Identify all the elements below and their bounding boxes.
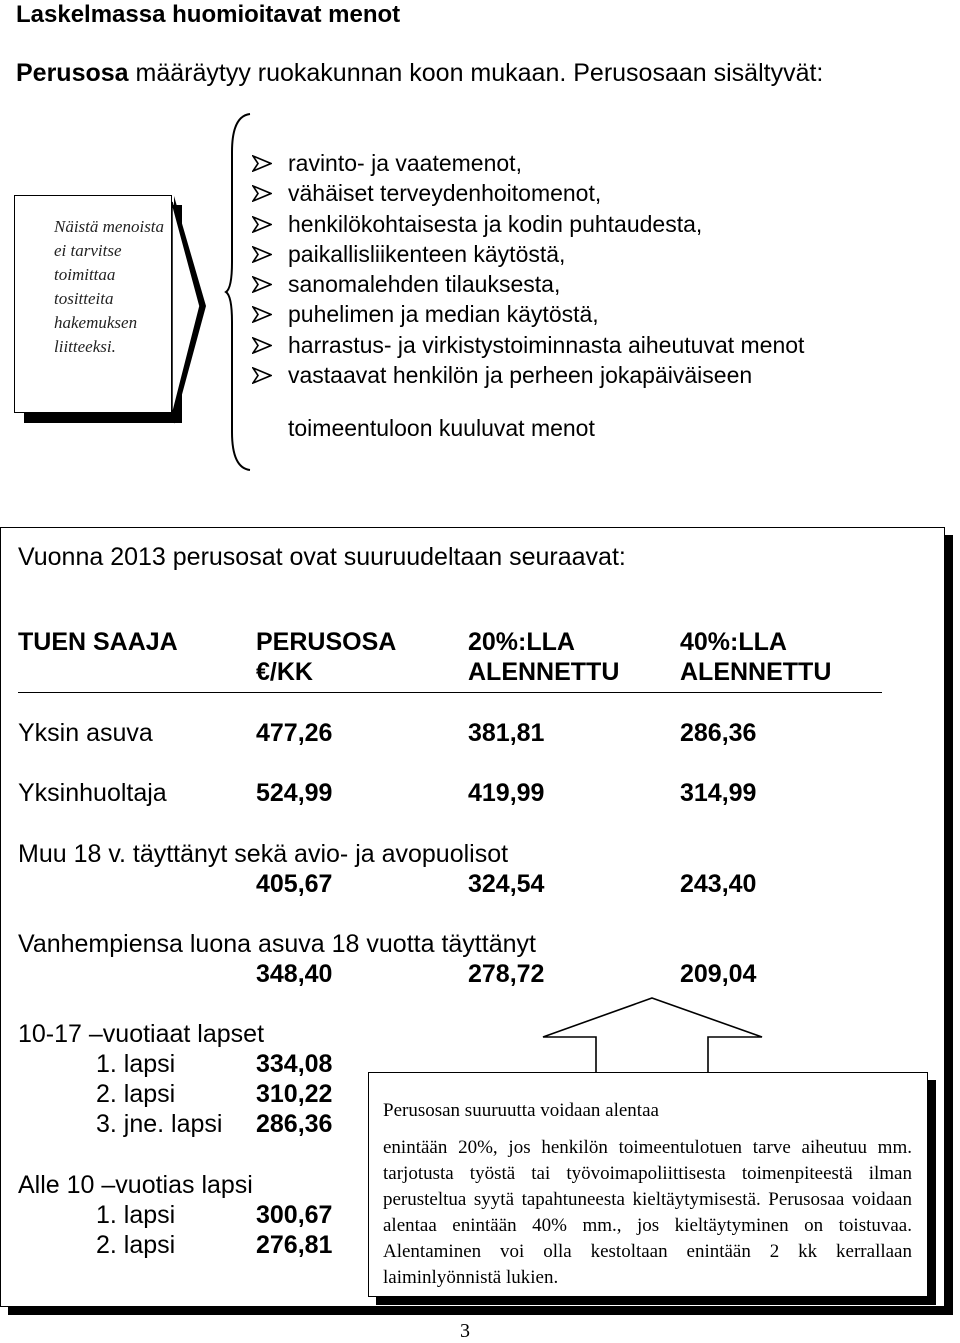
- child-value: 286,36: [256, 1110, 333, 1138]
- list-item: vähäiset terveydenhoitomenot,: [252, 178, 804, 208]
- up-arrow-icon: [540, 995, 765, 1075]
- row-label: Yksinhuoltaja: [18, 779, 167, 807]
- list-item: harrastus- ja virkistystoiminnasta aiheutuvat menot: [252, 330, 804, 360]
- header-20-percent: 20%:LLA: [468, 628, 575, 656]
- side-note-text: Näistä menoista ei tarvitse toimittaa tositteita hakemuksen liitteeksi.: [54, 217, 165, 356]
- child-label: 1. lapsi: [96, 1201, 176, 1229]
- intro-text: [16, 58, 823, 88]
- list-item: vastaavat henkilön ja perheen jokapäiväiseen: [252, 360, 804, 390]
- page-heading: Laskelmassa huomioitavat menot: [16, 1, 401, 28]
- header-40-alennettu: ALENNETTU: [680, 658, 832, 686]
- child-value: 300,67: [256, 1201, 333, 1229]
- child-label: 1. lapsi: [96, 1050, 176, 1078]
- list-item: paikallisliikenteen käytöstä,: [252, 239, 804, 269]
- table-title: Vuonna 2013 perusosat ovat suuruudeltaan seuraavat:: [18, 543, 626, 571]
- row-value-20: 381,81: [468, 719, 545, 747]
- list-item: ravinto- ja vaatemenot,: [252, 148, 804, 178]
- row-value-perusosa: 477,26: [256, 719, 333, 747]
- reduction-note-heading: Perusosan suuruutta voidaan alentaa: [383, 1100, 659, 1121]
- arrow-bullet-icon: [252, 155, 272, 172]
- bullet-list: [252, 148, 804, 390]
- row-label: Vanhempiensa luona asuva 18 vuotta täyttänyt: [18, 930, 536, 958]
- arrow-bullet-icon: [252, 216, 272, 233]
- header-perusosa: PERUSOSA: [256, 628, 397, 656]
- row-value-perusosa: 348,40: [256, 960, 333, 988]
- brace-icon: [224, 112, 254, 472]
- reduction-note-body: enintään 20%, jos henkilön toimeentulotuen tarve aiheutuu mm. tarjotusta työstä tai työvoimapoliittisesta toimenpiteestä ilman perusteltua syytä tapahtuneesta kieltäytymisestä. Perusosaa voidaan alentaa enintään 40% mm., jos kieltäytyminen on toistuvaa. Alentaminen voi olla kestoltaan enintään 2 kk kerrallaan laiminlyönnistä lukien.: [383, 1137, 912, 1288]
- list-item: henkilökohtaisesta ja kodin puhtaudesta,: [252, 209, 804, 239]
- child-label: 2. lapsi: [96, 1080, 176, 1108]
- list-item: puhelimen ja median käytöstä,: [252, 299, 804, 329]
- arrow-bullet-icon: [252, 337, 272, 354]
- row-value-40: 314,99: [680, 779, 757, 807]
- header-20-alennettu: ALENNETTU: [468, 658, 620, 686]
- arrow-bullet-icon: [252, 306, 272, 323]
- intro-rest: määräytyy ruokakunnan koon mukaan. Perusosaan sisältyvät:: [128, 59, 824, 87]
- row-label: Yksin asuva: [18, 719, 153, 747]
- right-pointer-arrow: [168, 188, 216, 438]
- row-value-20: 324,54: [468, 870, 545, 898]
- page-number: 3: [460, 1320, 470, 1342]
- arrow-bullet-icon: [252, 367, 272, 384]
- list-item: sanomalehden tilauksesta,: [252, 269, 804, 299]
- intro-bold: Perusosa: [16, 59, 129, 87]
- header-divider: [18, 692, 882, 693]
- arrow-bullet-icon: [252, 246, 272, 263]
- header-40-percent: 40%:LLA: [680, 628, 787, 656]
- bullet-continuation: toimeentuloon kuuluvat menot: [288, 415, 595, 441]
- header-tuen-saaja: TUEN SAAJA: [18, 628, 178, 656]
- row-value-40: 209,04: [680, 960, 757, 988]
- row-value-20: 419,99: [468, 779, 545, 807]
- child-label: 2. lapsi: [96, 1231, 176, 1259]
- arrow-bullet-icon: [252, 276, 272, 293]
- row-value-20: 278,72: [468, 960, 545, 988]
- child-value: 334,08: [256, 1050, 333, 1078]
- children-under-10-label: Alle 10 –vuotias lapsi: [18, 1171, 253, 1199]
- child-value: 310,22: [256, 1080, 333, 1108]
- children-10-17-label: 10-17 –vuotiaat lapset: [18, 1020, 265, 1048]
- header-per-month: €/KK: [256, 658, 313, 686]
- row-value-perusosa: 405,67: [256, 870, 333, 898]
- arrow-bullet-icon: [252, 185, 272, 202]
- row-value-perusosa: 524,99: [256, 779, 333, 807]
- child-label: 3. jne. lapsi: [96, 1110, 223, 1138]
- child-value: 276,81: [256, 1231, 333, 1259]
- row-value-40: 286,36: [680, 719, 757, 747]
- row-value-40: 243,40: [680, 870, 757, 898]
- row-label: Muu 18 v. täyttänyt sekä avio- ja avopuolisot: [18, 840, 509, 868]
